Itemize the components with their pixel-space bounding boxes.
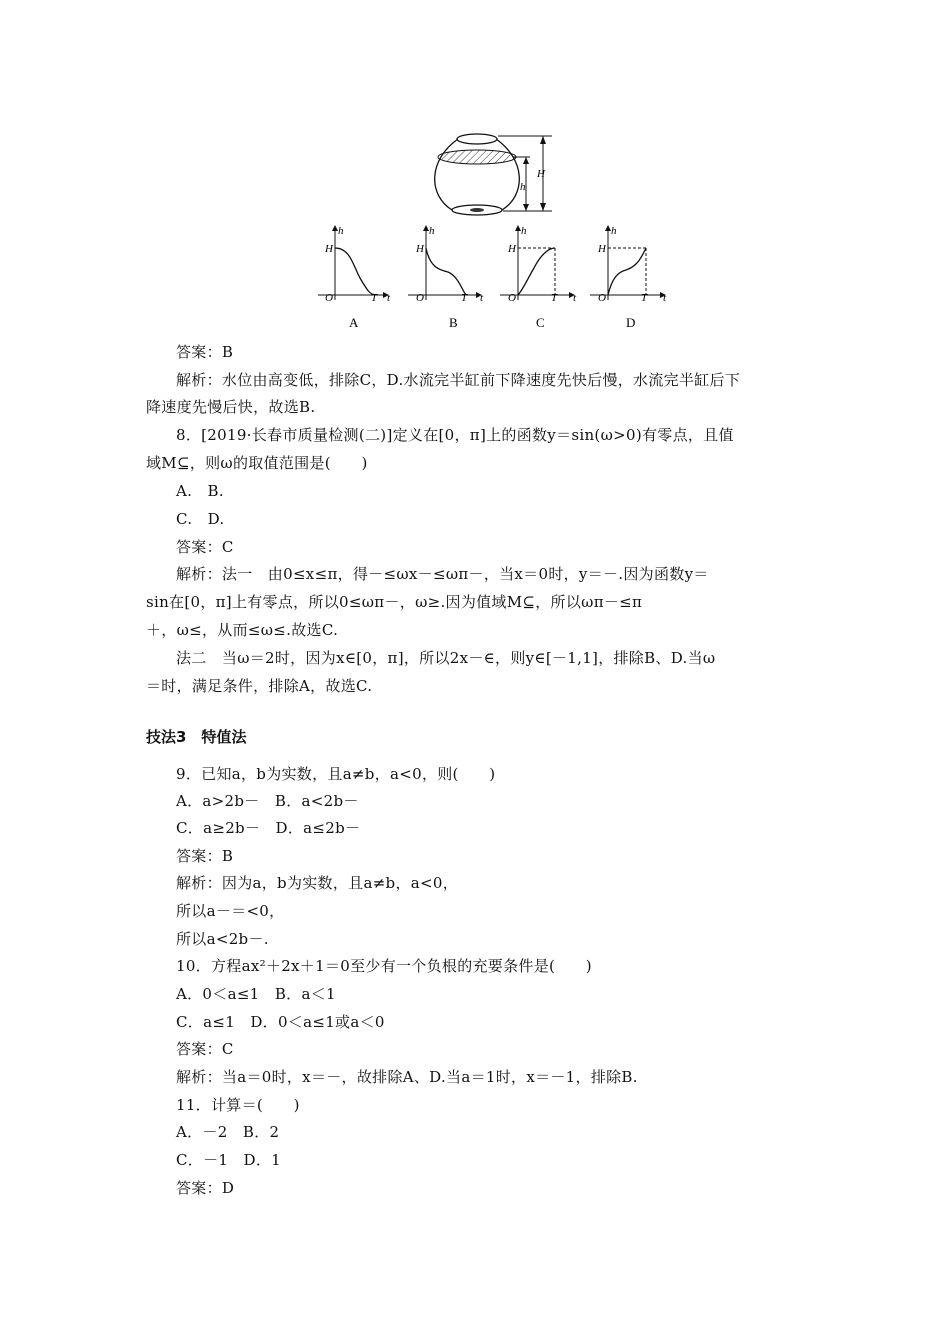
question-9-options-ab: A．a>2b－ B．a<2b－ — [176, 792, 359, 810]
analysis-8-line2: sin在[0，π]上有零点，所以0≤ωπ－，ω≥.因为值域M⊆，所以ωπ－≤π — [146, 593, 643, 611]
graph-d-caption: D — [626, 315, 636, 330]
analysis-8-line4: 法二 当ω＝2时，因为x∈[0，π]，所以2x－∈，则y∈[－1,1]，排除B、D.当ω — [176, 649, 716, 667]
question-8-options-cd: C. D. — [176, 510, 225, 528]
svg-text:t: t — [663, 292, 667, 304]
analysis-7-line1: 解析：水位由高变低，排除C，D.水流完半缸前下降速度先快后慢，水流完半缸后下 — [176, 371, 741, 389]
graph-b — [408, 225, 484, 304]
analysis-8-line5: ＝时，满足条件，排除A，故选C. — [146, 677, 373, 695]
svg-text:O: O — [325, 292, 333, 304]
svg-text:H: H — [508, 243, 516, 255]
svg-text:H: H — [325, 243, 333, 255]
svg-text:t: t — [387, 292, 391, 304]
graph-c — [500, 225, 577, 304]
vessel-drawing — [435, 134, 552, 215]
svg-text:H: H — [598, 243, 606, 255]
svg-text:t: t — [573, 292, 577, 304]
graph-c-caption: C — [536, 315, 545, 330]
question-9: 9．已知a，b为实数，且a≠b，a<0，则( ) — [176, 765, 496, 783]
question-8-line2: 域M⊆，则ω的取值范围是( ) — [146, 454, 368, 472]
svg-text:t: t — [480, 292, 484, 304]
svg-text:H: H — [416, 243, 424, 255]
vessel-H-label: H — [537, 168, 545, 180]
svg-text:T: T — [371, 292, 378, 304]
svg-text:h: h — [429, 225, 435, 237]
analysis-9-line3: 所以a<2b－. — [176, 930, 269, 948]
analysis-8-line3: ＋，ω≤，从而≤ω≤.故选C. — [146, 621, 339, 639]
svg-text:O: O — [508, 292, 516, 304]
svg-text:O: O — [598, 292, 606, 304]
svg-text:T: T — [641, 292, 648, 304]
question-10-options-ab: A．0＜a≤1 B．a＜1 — [176, 985, 336, 1003]
question-11: 11．计算＝( ) — [176, 1096, 300, 1114]
svg-text:h: h — [338, 225, 344, 237]
analysis-8-line1: 解析：法一 由0≤x≤π，得－≤ωx－≤ωπ－，当x＝0时，y＝－.因为函数y＝ — [176, 565, 709, 583]
svg-text:O: O — [416, 292, 424, 304]
question-9-options-cd: C．a≥2b－ D．a≤2b－ — [176, 819, 361, 837]
question-10-options-cd: C．a≤1 D．0＜a≤1或a＜0 — [176, 1013, 385, 1031]
graph-a-caption: A — [349, 315, 359, 330]
answer-10: 答案：C — [176, 1040, 234, 1058]
svg-text:h: h — [611, 225, 617, 237]
svg-text:h: h — [521, 225, 527, 237]
vessel-h-label: h — [520, 181, 526, 193]
question-11-options-ab: A．－2 B．2 — [176, 1123, 280, 1141]
water-level-figure — [0, 0, 950, 340]
graph-b-caption: B — [449, 315, 458, 330]
question-10: 10．方程ax²＋2x＋1＝0至少有一个负根的充要条件是( ) — [176, 957, 592, 975]
graph-d — [590, 225, 667, 304]
analysis-7-line2: 降速度先慢后快，故选B. — [146, 398, 316, 416]
answer-7: 答案：B — [176, 343, 234, 361]
graph-a — [318, 225, 391, 304]
section-heading: 技法3 特值法 — [146, 728, 247, 746]
svg-text:T: T — [551, 292, 558, 304]
answer-11: 答案：D — [176, 1179, 235, 1197]
answer-9: 答案：B — [176, 847, 234, 865]
svg-text:T: T — [461, 292, 468, 304]
question-11-options-cd: C．－1 D．1 — [176, 1151, 281, 1169]
question-8-options-ab: A. B. — [176, 482, 224, 500]
analysis-9-line2: 所以a－＝<0， — [176, 902, 285, 920]
question-8-line1: 8．[2019·长春市质量检测(二)]定义在[0，π]上的函数y＝sin(ω>0)有零点，且值 — [176, 426, 734, 444]
analysis-10: 解析：当a＝0时，x＝－，故排除A、D.当a＝1时，x＝－1，排除B. — [176, 1068, 638, 1086]
answer-8: 答案：C — [176, 538, 234, 556]
analysis-9-line1: 解析：因为a，b为实数，且a≠b，a<0， — [176, 874, 459, 892]
